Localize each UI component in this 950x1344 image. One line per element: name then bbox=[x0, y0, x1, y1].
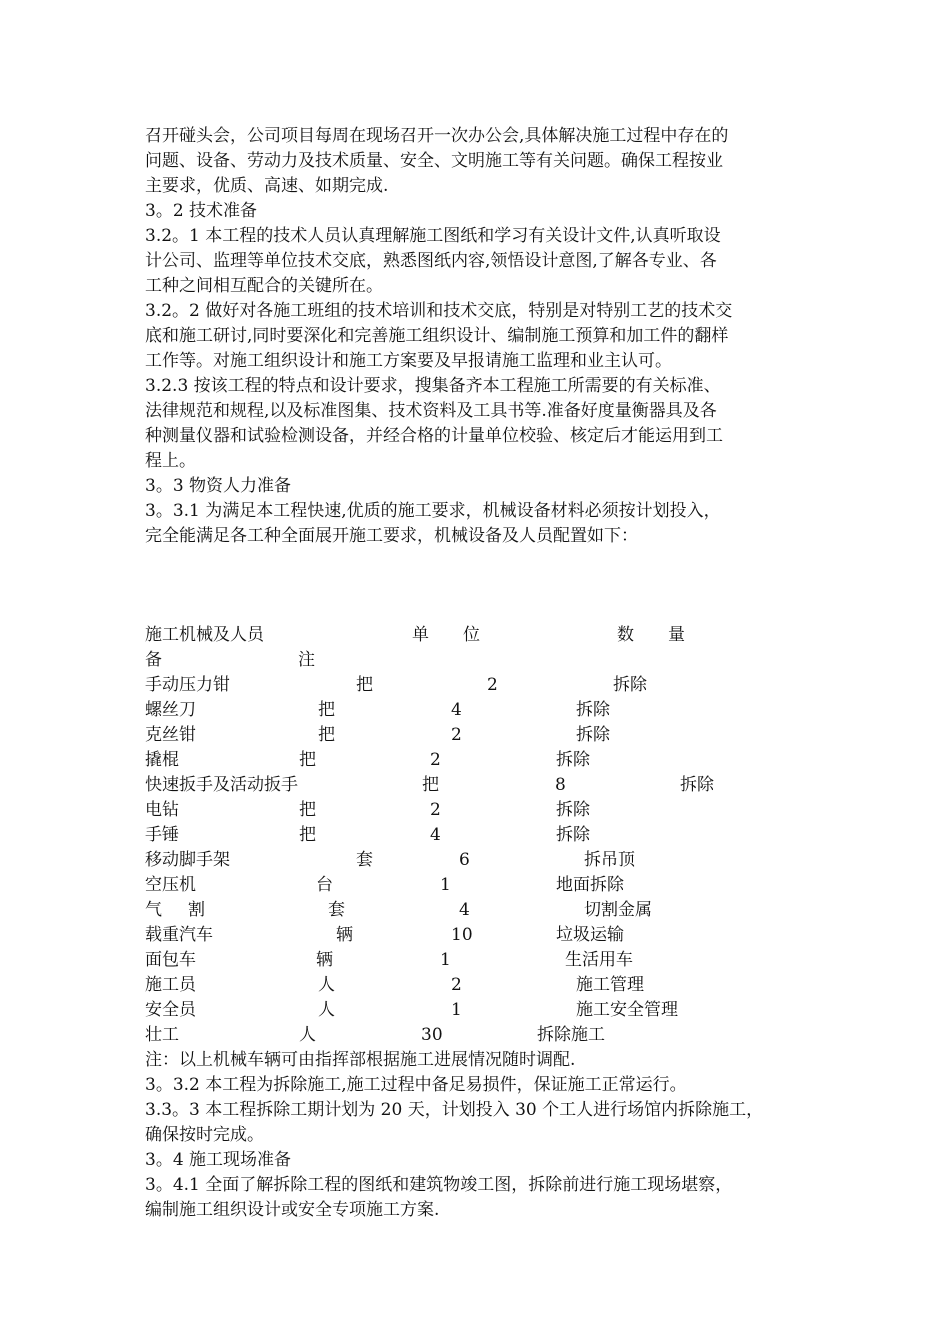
row-quantity: 2 bbox=[451, 975, 462, 995]
row-unit: 人 bbox=[318, 975, 335, 995]
section-heading: 3。4 施工现场准备 bbox=[145, 1150, 292, 1170]
row-quantity: 10 bbox=[451, 925, 473, 945]
row-unit: 把 bbox=[422, 775, 439, 795]
row-quantity: 4 bbox=[459, 900, 470, 920]
row-unit: 辆 bbox=[336, 925, 353, 945]
row-quantity: 2 bbox=[487, 675, 498, 695]
row-quantity: 2 bbox=[451, 725, 462, 745]
row-unit: 把 bbox=[318, 725, 335, 745]
row-remark: 施工安全管理 bbox=[576, 1000, 678, 1020]
row-name: 安全员 bbox=[145, 1000, 196, 1020]
row-unit: 把 bbox=[299, 800, 316, 820]
paragraph-line: 3。4.1 全面了解拆除工程的图纸和建筑物竣工图，拆除前进行施工现场堪察， bbox=[145, 1175, 733, 1195]
row-quantity: 8 bbox=[555, 775, 566, 795]
paragraph-line: 种测量仪器和试验检测设备，并经合格的计量单位校验、核定后才能运用到工 bbox=[145, 426, 723, 446]
row-quantity: 2 bbox=[430, 800, 441, 820]
row-name: 面包车 bbox=[145, 950, 196, 970]
row-remark: 拆吊顶 bbox=[584, 850, 635, 870]
row-unit: 人 bbox=[318, 1000, 335, 1020]
row-unit: 把 bbox=[318, 700, 335, 720]
row-remark: 切割金属 bbox=[584, 900, 652, 920]
row-remark: 拆除 bbox=[556, 750, 590, 770]
paragraph-line: 3.3。3 本工程拆除工期计划为 20 天，计划投入 30 个工人进行场馆内拆除施工， bbox=[145, 1100, 764, 1120]
row-name: 手锤 bbox=[145, 825, 179, 845]
row-quantity: 4 bbox=[451, 700, 462, 720]
paragraph-line: 底和施工研讨,同时要深化和完善施工组织设计、编制施工预算和加工件的翻样 bbox=[145, 326, 729, 346]
table-header-unit: 单位 bbox=[412, 625, 514, 645]
row-unit: 台 bbox=[316, 875, 333, 895]
row-name: 载重汽车 bbox=[145, 925, 213, 945]
table-header-equipment: 施工机械及人员 bbox=[145, 625, 264, 645]
paragraph-line: 编制施工组织设计或安全专项施工方案. bbox=[145, 1200, 440, 1220]
row-name: 壮工 bbox=[145, 1025, 179, 1045]
row-remark: 垃圾运输 bbox=[556, 925, 624, 945]
paragraph-line: 召开碰头会，公司项目每周在现场召开一次办公会,具体解决施工过程中存在的 bbox=[145, 126, 729, 146]
row-remark: 拆除 bbox=[556, 800, 590, 820]
paragraph-line: 3。3.2 本工程为拆除施工,施工过程中备足易损件，保证施工正常运行。 bbox=[145, 1075, 687, 1095]
row-name: 撬棍 bbox=[145, 750, 179, 770]
row-quantity: 1 bbox=[451, 1000, 462, 1020]
paragraph-line: 计公司、监理等单位技术交底，熟悉图纸内容,领悟设计意图,了解各专业、各 bbox=[145, 251, 717, 271]
row-quantity: 1 bbox=[440, 875, 451, 895]
paragraph-line: 3.2.3 按该工程的特点和设计要求，搜集备齐本工程施工所需要的有关标准、 bbox=[145, 376, 721, 396]
paragraph-line: 3.2。2 做好对各施工班组的技术培训和技术交底，特别是对特别工艺的技术交 bbox=[145, 301, 733, 321]
section-heading: 3。3 物资人力准备 bbox=[145, 476, 292, 496]
row-unit: 把 bbox=[299, 825, 316, 845]
row-unit: 把 bbox=[356, 675, 373, 695]
row-remark: 拆除施工 bbox=[537, 1025, 605, 1045]
row-name: 快速扳手及活动扳手 bbox=[145, 775, 298, 795]
row-name: 电钻 bbox=[145, 800, 179, 820]
row-remark: 拆除 bbox=[613, 675, 647, 695]
row-unit: 把 bbox=[299, 750, 316, 770]
paragraph-line: 3。3.1 为满足本工程快速,优质的施工要求，机械设备材料必须按计划投入， bbox=[145, 501, 721, 521]
row-quantity: 1 bbox=[440, 950, 451, 970]
row-name: 手动压力钳 bbox=[145, 675, 230, 695]
row-unit: 辆 bbox=[316, 950, 333, 970]
row-quantity: 6 bbox=[459, 850, 470, 870]
row-quantity: 30 bbox=[421, 1025, 443, 1045]
row-name: 移动脚手架 bbox=[145, 850, 230, 870]
row-remark: 生活用车 bbox=[565, 950, 633, 970]
paragraph-line: 确保按时完成。 bbox=[145, 1125, 264, 1145]
row-quantity: 4 bbox=[430, 825, 441, 845]
paragraph-line: 完全能满足各工种全面展开施工要求，机械设备及人员配置如下： bbox=[145, 526, 638, 546]
row-quantity: 2 bbox=[430, 750, 441, 770]
paragraph-line: 工作等。对施工组织设计和施工方案要及早报请施工监理和业主认可。 bbox=[145, 351, 672, 371]
paragraph-line: 程上。 bbox=[145, 451, 196, 471]
row-unit: 套 bbox=[356, 850, 373, 870]
row-name: 空压机 bbox=[145, 875, 196, 895]
paragraph-line: 问题、设备、劳动力及技术质量、安全、文明施工等有关问题。确保工程按业 bbox=[145, 151, 723, 171]
row-remark: 施工管理 bbox=[576, 975, 644, 995]
row-name: 施工员 bbox=[145, 975, 196, 995]
row-remark: 拆除 bbox=[576, 725, 610, 745]
section-heading: 3。2 技术准备 bbox=[145, 201, 258, 221]
row-remark: 拆除 bbox=[576, 700, 610, 720]
row-unit: 人 bbox=[299, 1025, 316, 1045]
row-name: 克丝钳 bbox=[145, 725, 196, 745]
table-note: 注：以上机械车辆可由指挥部根据施工进展情况随时调配. bbox=[145, 1050, 576, 1070]
row-remark: 拆除 bbox=[680, 775, 714, 795]
row-name: 气割 bbox=[145, 900, 231, 920]
row-unit: 套 bbox=[328, 900, 345, 920]
paragraph-line: 法律规范和规程,以及标准图集、技术资料及工具书等.准备好度量衡器具及各 bbox=[145, 401, 717, 421]
row-remark: 拆除 bbox=[556, 825, 590, 845]
table-header-remarks: 备注 bbox=[145, 650, 451, 670]
paragraph-line: 3.2。1 本工程的技术人员认真理解施工图纸和学习有关设计文件,认真听取设 bbox=[145, 226, 721, 246]
paragraph-line: 主要求，优质、高速、如期完成. bbox=[145, 176, 389, 196]
table-header-quantity: 数量 bbox=[617, 625, 719, 645]
paragraph-line: 工种之间相互配合的关键所在。 bbox=[145, 276, 383, 296]
row-name: 螺丝刀 bbox=[145, 700, 196, 720]
row-remark: 地面拆除 bbox=[556, 875, 624, 895]
